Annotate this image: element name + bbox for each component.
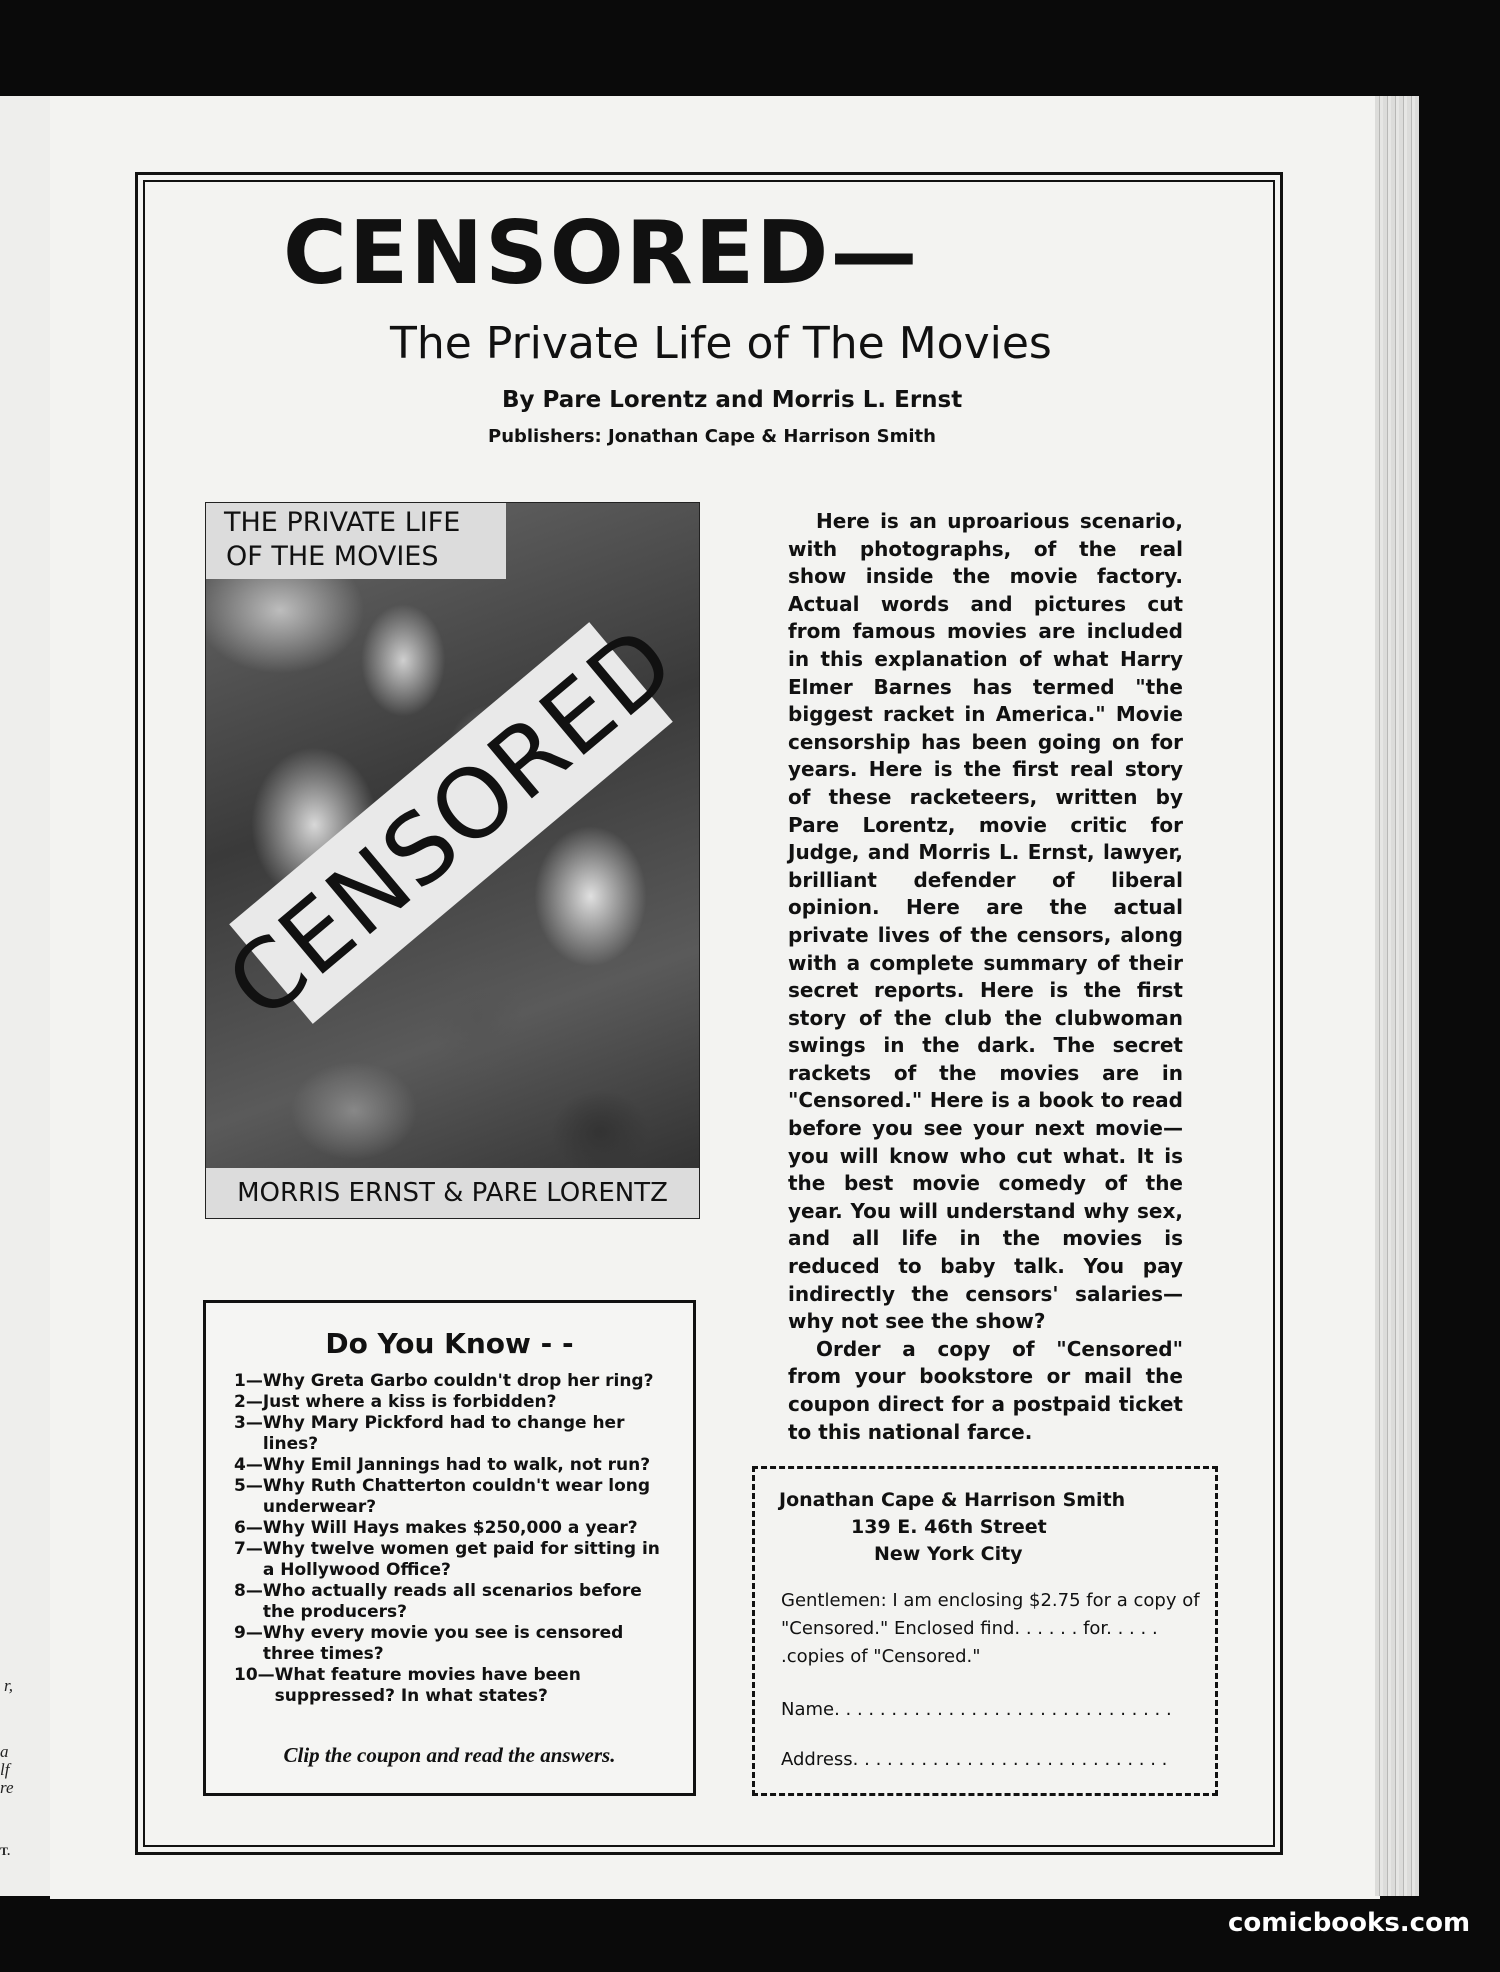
order-coupon [752, 1466, 1218, 1796]
facing-page-fragment: T. [0, 1844, 11, 1858]
question-text: Why Mary Pickford had to change her lines? [262, 1413, 625, 1454]
cover-title-line1: THE PRIVATE LIFE [224, 507, 461, 538]
do-you-know-title: Do You Know - - [325, 1327, 574, 1360]
question-number: 6— [234, 1518, 263, 1538]
ad-subtitle: The Private Life of The Movies [390, 318, 1052, 369]
question-item [234, 1455, 674, 1476]
do-you-know-box [203, 1300, 696, 1796]
cover-censored-stamp [206, 604, 696, 1042]
page-edges [1375, 96, 1419, 1896]
question-text: What feature movies have been suppressed? In what states? [274, 1665, 581, 1706]
do-you-know-footer: Clip the coupon and read the answers. [283, 1743, 616, 1767]
question-text: Why every movie you see is censored three times? [262, 1623, 624, 1664]
ad-title: CENSORED— [283, 202, 920, 304]
facing-page-fragment: re [0, 1778, 14, 1797]
facing-page-fragment: r, [4, 1676, 13, 1695]
question-number: 8— [234, 1581, 263, 1601]
description-text [788, 508, 1183, 1446]
cover-title-line2: OF THE MOVIES [226, 541, 439, 572]
question-text: Why Emil Jannings had to walk, not run? [262, 1455, 651, 1475]
question-item [234, 1476, 674, 1518]
cover-stamp-text: CENSORED [206, 604, 696, 1042]
description-paragraph: Here is an uproarious scenario, with photographs, of the real show inside the movie factory. Actual words and pictures cut from famous movies are included in this explanation of what Harry Elmer Barnes has termed "the biggest racket in America." Movie censorship has been going on for years. Here is the first real story of these racketeers, written by Pare Lorentz, movie critic for Judge, and Morris L. Ernst, lawyer, brilliant defender of liberal opinion. Here are the actual private lives of the censors, along with a complete summary of their secret reports. Here is the first story of the club the clubwoman swings in the dark. The secret rackets of the movies are in "Censored." Here is a book to read before you see your next movie—you will know who cut what. It is the best movie comedy of the year. You will understand why sex, and all life in the movies is reduced to baby talk. You pay indirectly the censors' salaries—why not see the show? [788, 509, 1183, 1334]
site-watermark: comicbooks.com [1228, 1908, 1471, 1938]
question-item [234, 1539, 674, 1581]
question-number: 4— [234, 1455, 263, 1475]
book-cover-image [205, 502, 700, 1219]
cover-authors: MORRIS ERNST & PARE LORENTZ [237, 1178, 668, 1208]
question-text: Why Ruth Chatterton couldn't wear long underwear? [262, 1476, 651, 1517]
facing-page-fragment: lf [0, 1760, 10, 1779]
question-number: 9— [234, 1623, 263, 1643]
question-item [234, 1371, 674, 1392]
question-item [234, 1392, 674, 1413]
question-item [234, 1665, 674, 1707]
cover-title-banner [206, 503, 506, 579]
publishers-line: Publishers: Jonathan Cape & Harrison Smith [488, 426, 936, 447]
coupon-order-text: Gentlemen: I am enclosing $2.75 for a copy of "Censored." Enclosed find. . . . . . for. . . . . .copies of "Censored." [781, 1590, 1200, 1667]
cover-authors-banner [206, 1168, 699, 1218]
question-number: 1— [234, 1371, 263, 1391]
coupon-address-line: Address. . . . . . . . . . . . . . . . . . . . . . . . . . . . [781, 1749, 1168, 1770]
description-paragraph: Order a copy of "Censored" from your bookstore or mail the coupon direct for a postpaid ticket to this national farce. [788, 1336, 1183, 1444]
question-item [234, 1518, 674, 1539]
question-text: Why Greta Garbo couldn't drop her ring? [262, 1371, 654, 1391]
question-text: Why twelve women get paid for sitting in a Hollywood Office? [262, 1539, 660, 1580]
question-list [234, 1371, 674, 1707]
coupon-city: New York City [874, 1543, 1023, 1565]
question-number: 7— [234, 1539, 263, 1559]
question-text: Just where a kiss is forbidden? [262, 1392, 557, 1412]
coupon-street: 139 E. 46th Street [851, 1516, 1047, 1538]
question-number: 5— [234, 1476, 263, 1496]
question-text: Why Will Hays makes $250,000 a year? [262, 1518, 638, 1538]
question-number: 10— [234, 1665, 275, 1685]
coupon-publisher: Jonathan Cape & Harrison Smith [779, 1489, 1126, 1511]
question-item [234, 1413, 674, 1455]
facing-page-fragment: a [0, 1742, 9, 1761]
byline: By Pare Lorentz and Morris L. Ernst [502, 387, 963, 413]
question-number: 3— [234, 1413, 263, 1433]
coupon-name-line: Name. . . . . . . . . . . . . . . . . . . . . . . . . . . . . . [781, 1699, 1172, 1720]
question-item [234, 1581, 674, 1623]
question-text: Who actually reads all scenarios before the producers? [262, 1581, 642, 1622]
question-number: 2— [234, 1392, 263, 1412]
question-item [234, 1623, 674, 1665]
